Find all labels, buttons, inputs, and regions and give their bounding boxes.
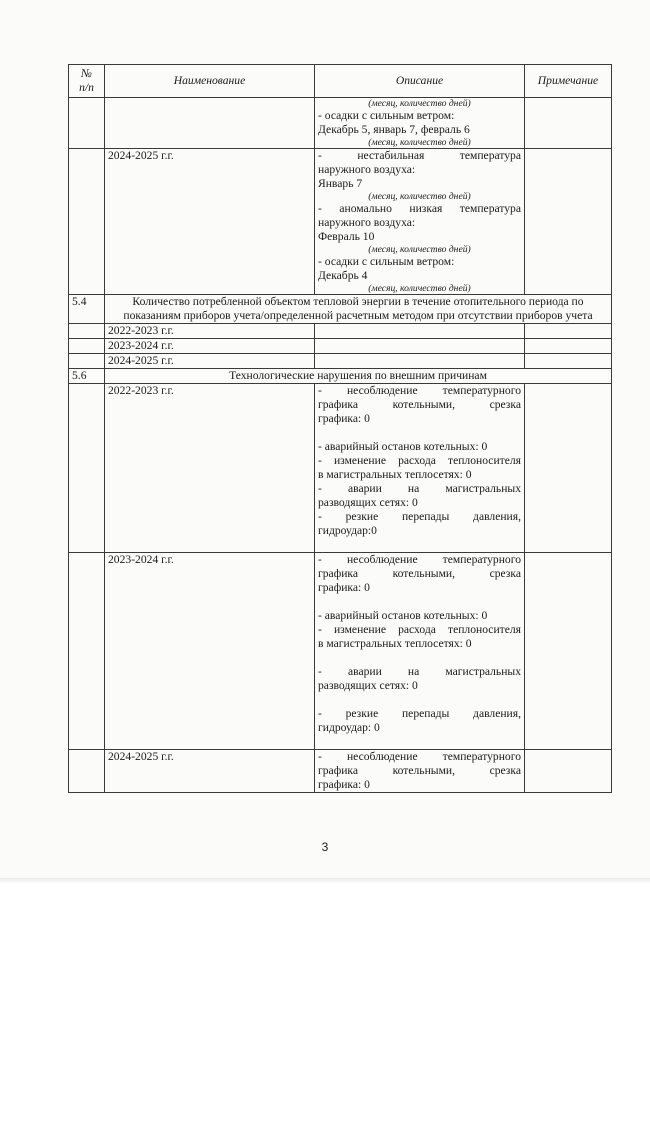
report-table [68, 64, 612, 793]
cell-description [315, 98, 525, 149]
header-number [69, 65, 105, 98]
cell-number [69, 354, 105, 369]
description-line: наружного воздуха: [318, 163, 416, 176]
description-line: - аварийный останов котельных: 0 [318, 609, 488, 622]
table-row [69, 339, 612, 354]
cell-note [525, 750, 612, 793]
table-row-2024-2025-weather [69, 149, 612, 295]
cell-number [69, 750, 105, 793]
period-label: 2024-2025 г.г. [105, 149, 315, 295]
header-number-symbol: № [81, 67, 92, 80]
cell-description [315, 750, 525, 793]
cell-number [69, 149, 105, 295]
description-line: графика котельными, срезка [318, 764, 521, 777]
header-name: Наименование [105, 65, 315, 98]
description-line: - несоблюдение температурного [318, 750, 521, 763]
description-line: - осадки с сильным ветром: [318, 255, 455, 268]
cell-note [525, 98, 612, 149]
table-row-2023-2024 [69, 553, 612, 750]
header-note: Примечание [525, 65, 612, 98]
page-number: 3 [321, 840, 329, 854]
section-row-5-6 [69, 369, 612, 384]
description-line: гидроудар:0 [318, 524, 377, 537]
cell-description [315, 339, 525, 354]
description-line: - осадки с сильным ветром: [318, 109, 455, 122]
description-line: графика котельными, срезка [318, 398, 521, 411]
description-line: - несоблюдение температурного [318, 384, 521, 397]
hint-text: (месяц, количество дней) [368, 98, 471, 109]
cell-note [525, 553, 612, 750]
cell-number [69, 553, 105, 750]
description-line: - аварии на магистральных [318, 482, 521, 495]
table-row [69, 354, 612, 369]
cell-note [525, 324, 612, 339]
cell-number [69, 384, 105, 553]
description-line: разводящих сетях: 0 [318, 496, 418, 509]
section-title: Технологические нарушения по внешним причинам [105, 369, 612, 384]
description-line: в магистральных теплосетях: 0 [318, 637, 472, 650]
description-line: графика: 0 [318, 778, 370, 791]
hint-text: (месяц, количество дней) [368, 191, 471, 202]
description-line: графика котельными, срезка [318, 567, 521, 580]
description-line: - изменение расхода теплоносителя [318, 623, 521, 636]
description-line: графика: 0 [318, 581, 370, 594]
cell-description [315, 553, 525, 750]
description-line: - резкие перепады давления, [318, 707, 521, 720]
description-line: - резкие перепады давления, [318, 510, 521, 523]
cell-description [315, 324, 525, 339]
period-label: 2023-2024 г.г. [105, 339, 315, 354]
section-row-5-4 [69, 295, 612, 324]
description-line: Декабрь 5, январь 7, февраль 6 [318, 123, 470, 136]
page-edge [0, 878, 650, 884]
cell-description [315, 384, 525, 553]
cell-description [315, 149, 525, 295]
table-row-continuation [69, 98, 612, 149]
header-number-abbr: п/п [79, 81, 94, 94]
section-title: Количество потребленной объектом тепловой энергии в течение отопительного периода по показаниям приборов учета/определенной расчетным методом при отсутствии приборов учета [105, 295, 612, 324]
description-line: Декабрь 4 [318, 269, 368, 282]
table-row [69, 324, 612, 339]
cell-number [69, 324, 105, 339]
cell-number [69, 339, 105, 354]
description-line: - аномально низкая температура [318, 202, 521, 215]
table-row-2022-2023 [69, 384, 612, 553]
table-row-2024-2025-tech [69, 750, 612, 793]
header-description: Описание [315, 65, 525, 98]
cell-note [525, 384, 612, 553]
description-line: наружного воздуха: [318, 216, 416, 229]
description-line: Февраль 10 [318, 230, 375, 243]
period-label: 2024-2025 г.г. [105, 354, 315, 369]
cell-description [315, 354, 525, 369]
spacer [318, 538, 521, 552]
description-line: гидроудар: 0 [318, 721, 380, 734]
spacer [318, 595, 521, 609]
description-line: в магистральных теплосетях: 0 [318, 468, 472, 481]
description-line: - аварии на магистральных [318, 665, 521, 678]
hint-text: (месяц, количество дней) [368, 244, 471, 255]
description-line: - несоблюдение температурного [318, 553, 521, 566]
period-label: 2022-2023 г.г. [105, 384, 315, 553]
period-label: 2022-2023 г.г. [105, 324, 315, 339]
cell-name [105, 98, 315, 149]
period-label: 2024-2025 г.г. [105, 750, 315, 793]
description-line: Январь 7 [318, 177, 363, 190]
cell-number [69, 98, 105, 149]
spacer [318, 693, 521, 707]
hint-text: (месяц, количество дней) [368, 283, 471, 294]
cell-note [525, 149, 612, 295]
hint-text: (месяц, количество дней) [368, 137, 471, 148]
description-line: разводящих сетях: 0 [318, 679, 418, 692]
spacer [318, 651, 521, 665]
table-header-row [69, 65, 612, 98]
cell-note [525, 339, 612, 354]
description-line: - нестабильная температура [318, 149, 521, 162]
section-number: 5.6 [69, 369, 105, 384]
description-line: - аварийный останов котельных: 0 [318, 440, 488, 453]
cell-note [525, 354, 612, 369]
spacer [318, 735, 521, 749]
description-line: графика: 0 [318, 412, 370, 425]
period-label: 2023-2024 г.г. [105, 553, 315, 750]
description-line: - изменение расхода теплоносителя [318, 454, 521, 467]
spacer [318, 426, 521, 440]
section-number: 5.4 [69, 295, 105, 324]
